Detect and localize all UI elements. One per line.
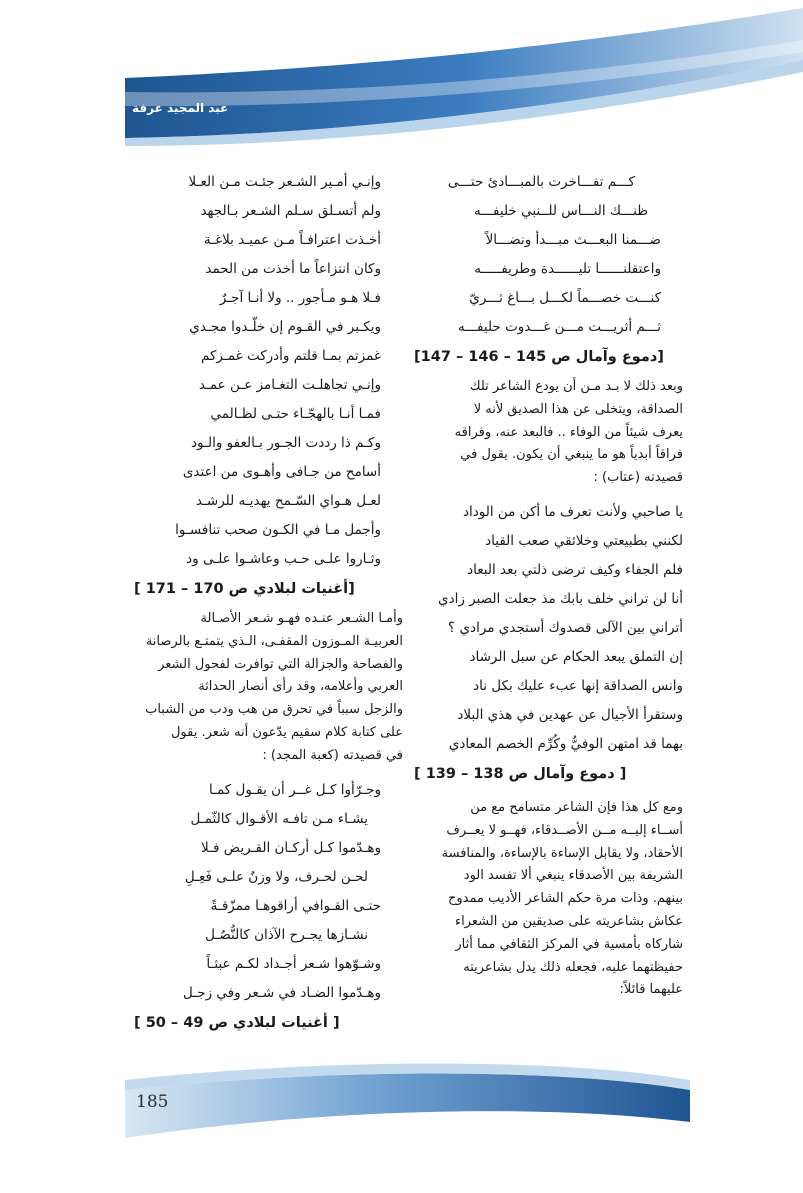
prose-line: في قصيدته (كعبة المجد) : xyxy=(262,747,403,763)
poem-verse: واعتقلنــــــا تليــــــدة وطريفـــــه xyxy=(474,261,661,277)
poem-block xyxy=(408,168,683,342)
poem-verse: ظنـــك النـــاس للــنبي خليفـــه xyxy=(473,203,648,219)
prose-line: الصداقة، ويتخلى عن هذا الصديق لأنه لا xyxy=(473,401,683,417)
prose-paragraph xyxy=(408,376,683,490)
poem-verse: لحـن لحـرف، ولا وزنٌ علـى فَعِـلِ xyxy=(184,868,368,885)
prose-line: العربيـة المـوزون المقفـى، الـذي يتمتـع بالرصانة xyxy=(145,633,403,649)
prose-line: شاركاه بأمسية في المركز الثقافي مما أثار xyxy=(455,936,683,952)
top-header-swoosh xyxy=(0,0,803,150)
poem-block xyxy=(408,498,683,759)
prose-line: أســاء إليــه مــن الأصــدقاء، فهــو لا يعــرف xyxy=(446,822,683,838)
poem-verse: أتراني بين الآلى قصدوك أستجدي مرادي ؟ xyxy=(448,619,683,636)
prose-line: بينهم. وذات مرة حكم الشاعر الأديب ممدوح xyxy=(448,891,683,907)
bottom-footer-swoosh xyxy=(0,1060,803,1193)
poem-verse: وإنـي تجاهلـت التغـامز عـن عمـد xyxy=(198,377,381,393)
poem-verse: غمزتم بمـا قلتم وأدركت غمـزكم xyxy=(201,348,381,364)
prose-line: يعرف شيئاً من الوفاء .. فالبعد عنه، وفراقه xyxy=(454,424,683,440)
source-reference: [دموع وآمال ص 145 – 146 – 147] xyxy=(414,349,664,365)
poem-verse: وانس الصداقة إنها عبء عليك بكل ناد xyxy=(473,677,683,694)
poem-verse: وجـرّأوا كـل غــر أن يقـول كمـا xyxy=(208,781,381,798)
poem-verse: ولم أتسـلق سـلم الشـعر بـالجهد xyxy=(200,203,381,219)
poem-verse: لعـل هـواي السّـمح يهديـه للرشـد xyxy=(195,493,381,509)
poem-verse: لكنني بطبيعتي وخلائقي صعب القياد xyxy=(485,532,683,549)
poem-verse: ثـــم أثريـــت مـــن غـــدوت حليفـــه xyxy=(457,319,661,335)
poem-verse: أنا لن تراني خلف بابك مذ جعلت الصبر زادي xyxy=(438,590,683,607)
prose-line: على كتابة كلام سقيم يدّعون أنه شعر. يقول xyxy=(170,724,403,740)
poem-verse: وكـم ذا رددت الجـور بـالعفو والـود xyxy=(191,435,381,451)
poem-verse: إن التملق يبعد الحكام عن سبل الرشاد xyxy=(469,648,683,665)
poem-verse: كنـــت خصـــماً لكـــل بـــاغ ثـــريّ xyxy=(469,290,661,306)
poem-verse: ضـــمنا البعـــث مبـــدأ ونضـــالاً xyxy=(485,232,661,248)
poem-verse: فـلا هـو مـأجور .. ولا أنـا آجـرٌ xyxy=(219,290,381,306)
poem-verse: نشـازها يجـرح الآذان كالنُّصُـل xyxy=(205,926,368,943)
prose-paragraph xyxy=(128,608,403,768)
poem-verse: وثـاروا علـى حـب وعاشـوا علـى ود xyxy=(186,551,381,567)
poem-verse: وكان انتزاعاً ما أخذت من الحمد xyxy=(205,261,381,277)
poem-verse: وشـوّهوا شـعر أجـداد لكـم عبثـاً xyxy=(206,955,381,972)
left-column xyxy=(128,168,403,1038)
poem-verse: وهـدّموا الضـاد في شـعر وفي زجـل xyxy=(183,984,381,1001)
prose-line: الأحقاد، ولا يقابل الإساءة بالإساءة، والمنافسة xyxy=(441,845,683,861)
prose-line: والزجل سبباً في تحرق من هب ودب من الشباب xyxy=(145,702,403,718)
prose-line: قصيدته (عتاب) : xyxy=(593,470,683,486)
poem-verse: فمـا أنـا بالهجّـاء حتـى لظـالمي xyxy=(210,406,381,422)
prose-line: والفصاحة والجزالة التي توافرت لفحول الشعر xyxy=(158,656,403,672)
poem-verse: بهما قد امتهن الوفيُّ وكُرِّم الخصم المعادي xyxy=(448,735,683,752)
poem-block xyxy=(128,776,403,1008)
poem-verse: كـــم تفـــاخرت بالمبـــادئ حتـــى xyxy=(447,174,635,190)
prose-line: عكاش بشاعريته على صديقين من الشعراء xyxy=(454,913,683,929)
source-reference: [ دموع وآمال ص 138 – 139 ] xyxy=(414,765,627,782)
poem-verse: أخـذت اعترافـاً مـن عميـد بلاغـة xyxy=(203,232,381,248)
poem-verse: يشـاء مـن تافـه الأقـوال كالثّمـل xyxy=(190,810,368,827)
prose-line: فراقاً أبدياً هو ما ينبغي أن يكون. يقول في xyxy=(460,447,683,463)
poem-verse: وستقرأ الأجيال عن عهدين في هذي البلاد xyxy=(457,706,683,723)
poem-verse: حتـى القـوافي أراقوهـا ممزّقـةً xyxy=(210,897,381,914)
poem-verse: ويكـبر في القـوم إن خلّـدوا مجـدي xyxy=(189,319,381,335)
poem-verse: وإنـي أمـير الشـعر جئـت مـن العـلا xyxy=(188,174,381,190)
right-column xyxy=(408,168,683,1002)
poem-verse: فلم الجفاء وكيف ترضى ذلتي بعد البعاد xyxy=(467,561,683,578)
prose-line: حفيظتهما عليه، فجعله ذلك يدل بشاعريته xyxy=(463,959,683,975)
prose-line: عليهما قائلاً: xyxy=(619,982,683,998)
poem-verse: وأجمل مـا في الكـون صحب تنافسـوا xyxy=(175,522,381,538)
author-name-label: عبد المجيد عرفة xyxy=(132,101,229,115)
prose-line: الشريفة بين الأصدقاء ينبغي ألا تفسد الود xyxy=(463,868,683,884)
prose-line: العربي وأعلامه، وقد رأى أنصار الحداثة xyxy=(198,679,403,695)
prose-line: ومع كل هذا فإن الشاعر متسامح مع من xyxy=(470,799,683,815)
poem-verse: يا صاحبي ولأنت تعرف ما أكن من الوداد xyxy=(462,503,683,520)
prose-line: وبعد ذلك لا بـد مـن أن يودع الشاعر تلك xyxy=(469,379,683,394)
poem-block xyxy=(128,168,403,574)
prose-line: وأمـا الشـعر عنـده فهـو شـعر الأصـالة xyxy=(200,611,403,626)
poem-verse: أسامح من جـافى وأهـوى من اعتدى xyxy=(182,464,381,480)
source-reference: [ أغنيات لبلادي ص 49 – 50 ] xyxy=(134,1014,340,1031)
prose-paragraph xyxy=(408,797,683,1002)
poem-verse: وهـدّموا كـل أركـان القـريض فـلا xyxy=(201,839,381,856)
source-reference: [أغنيات لبلادي ص 170 – 171 ] xyxy=(134,581,355,597)
page-number: 185 xyxy=(136,1092,169,1112)
